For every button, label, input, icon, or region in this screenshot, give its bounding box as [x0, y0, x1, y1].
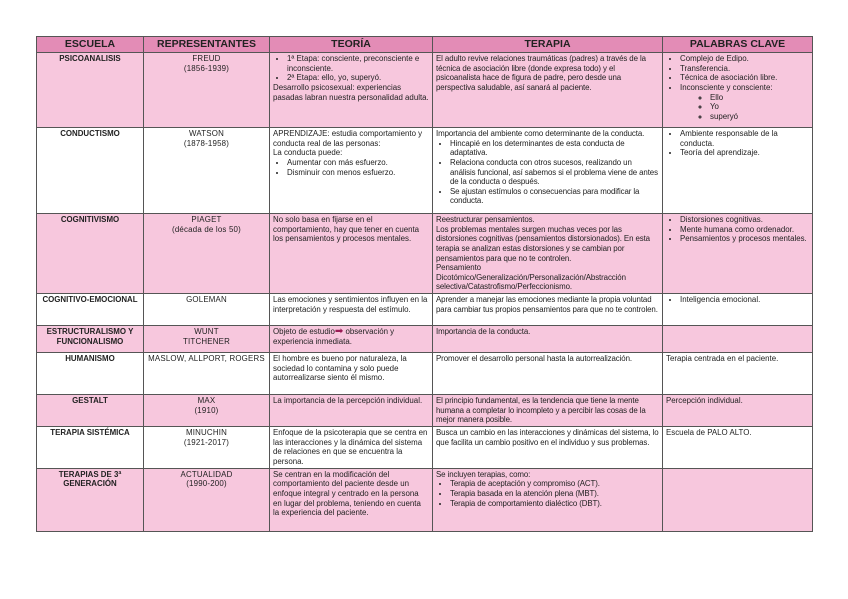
- therapy-cell: [433, 468, 663, 531]
- keyword-text: Inconsciente y consciente:: [680, 82, 773, 92]
- list-item: • Complejo de Edipo.: [680, 54, 809, 64]
- header-escuela: ESCUELA: [37, 37, 144, 53]
- list-item: [680, 83, 809, 122]
- representative-years: (década de los 50): [172, 224, 241, 234]
- theory-cell: [270, 128, 433, 214]
- table-row: [37, 353, 813, 395]
- school-cell: PSICOANALISIS: [37, 53, 144, 128]
- theory-text: Las emociones y sentimientos influyen en la interpretación y respuesta del estímulo.: [273, 295, 428, 314]
- representative-name: MASLOW, ALLPORT, ROGERS: [148, 354, 265, 364]
- therapy-text: Los problemas mentales surgen muchas veces por las distorsiones cognitivas (pensamientos distorsionados). En esta terapia se analizan estas distorsiones y se cambian por pensamientos para que no te controlen.: [436, 224, 650, 263]
- representative-years: (1878-1958): [183, 138, 230, 148]
- table-row: [37, 468, 813, 531]
- theory-cell: [270, 468, 433, 531]
- therapy-text: El principio fundamental, es la tendencia que tiene la mente humana a completar lo incompleto y a percibir las cosas de la mejor manera posible.: [436, 396, 646, 425]
- list-item: • Ambiente responsable de la conducta.: [680, 129, 809, 148]
- keywords-cell: [663, 53, 813, 128]
- theory-text: APRENDIZAJE: estudia comportamiento y conducta real de las personas:: [273, 129, 423, 148]
- therapy-text: El adulto revive relaciones traumáticas (padres) a través de la técnica de asociación libre (donde expresa todo) y el psicoanalista hace de figura de padre, pero desde una perspectiva saludable, así sanará al paciente.: [436, 54, 646, 92]
- theory-list: [273, 54, 429, 83]
- therapy-text: Busca un cambio en las interacciones y dinámicas del sistema, lo que facilita un cambio positivo en el individuo y sus problemas.: [436, 428, 659, 447]
- representative-name: WATSON: [189, 129, 224, 138]
- theory-text: Enfoque de la psicoterapia que se centra en las interacciones y la dinámica del sistema de relaciones en que se encuentra la persona.: [273, 428, 428, 466]
- list-item: • 2ª Etapa: ello, yo, superyó.: [287, 73, 429, 83]
- header-teoria: TEORÍA: [270, 37, 433, 53]
- list-item: • Mente humana como ordenador.: [680, 225, 809, 235]
- theory-cell: [270, 395, 433, 427]
- list-item: • Terapia basada en la atención plena (MBT).: [450, 489, 659, 499]
- list-item: • Técnica de asociación libre.: [680, 73, 809, 83]
- list-item: • Disminuir con menos esfuerzo.: [287, 168, 429, 178]
- representative-cell: [144, 468, 270, 531]
- theory-cell: [270, 294, 433, 326]
- school-cell: ESTRUCTURALISMO Y FUNCIONALISMO: [37, 326, 144, 353]
- keywords-cell: [663, 395, 813, 427]
- keywords-sublist: [680, 93, 809, 122]
- list-item: • Transferencia.: [680, 64, 809, 74]
- keywords-cell: [663, 294, 813, 326]
- keywords-cell: [663, 128, 813, 214]
- list-item: • Terapia de aceptación y compromiso (ACT).: [450, 479, 659, 489]
- theory-text: La importancia de la percepción individual.: [273, 396, 423, 406]
- theory-text: Se centran en la modificación del comportamiento del paciente desde un enfoque integral y centrado en la persona en lugar del problema, teniendo en cuenta la experiencia del paciente.: [273, 469, 421, 518]
- therapy-list: [436, 479, 659, 508]
- header-row: [37, 37, 813, 53]
- therapy-cell: [433, 326, 663, 353]
- header-terapia: TERAPIA: [433, 37, 663, 53]
- keyword-text: Percepción individual.: [666, 396, 743, 406]
- representative-cell: [144, 294, 270, 326]
- list-item: • Teoría del aprendizaje.: [680, 148, 809, 158]
- therapy-text: Importancia de la conducta.: [436, 327, 531, 337]
- therapy-text: Promover el desarrollo personal hasta la autorrealización.: [436, 354, 632, 364]
- representative-cell: [144, 427, 270, 469]
- keywords-list: [666, 215, 809, 244]
- therapy-text: Importancia del ambiente como determinante de la conducta.: [436, 129, 645, 138]
- keywords-cell: [663, 427, 813, 469]
- representative-name: TITCHENER: [183, 336, 230, 346]
- list-item: ◦ Ello: [710, 93, 809, 103]
- therapy-text: Se incluyen terapias, como:: [436, 469, 531, 479]
- list-item: • Distorsiones cognitivas.: [680, 215, 809, 225]
- header-palabras-clave: PALABRAS CLAVE: [663, 37, 813, 53]
- representative-years: (1990-200): [186, 479, 227, 489]
- representative-cell: [144, 53, 270, 128]
- therapy-text: Aprender a manejar las emociones mediante la propia voluntad para cambiar tus propios pensamientos para que no te controlen.: [436, 295, 658, 314]
- theory-cell: [270, 214, 433, 294]
- list-item: • Se ajustan estímulos o consecuencias para modificar la conducta.: [450, 187, 659, 206]
- theory-text: Objeto de estudio: [273, 327, 335, 337]
- table-row: [37, 53, 813, 128]
- keyword-text: Terapia centrada en el paciente.: [666, 354, 779, 364]
- therapy-cell: [433, 427, 663, 469]
- table-row: [37, 326, 813, 353]
- therapy-cell: [433, 353, 663, 395]
- theory-cell: [270, 353, 433, 395]
- keywords-cell: [663, 468, 813, 531]
- theory-text: La conducta puede:: [273, 148, 343, 158]
- representative-name: FREUD: [192, 54, 221, 63]
- representative-cell: [144, 395, 270, 427]
- school-cell: HUMANISMO: [37, 353, 144, 395]
- theory-cell: [270, 427, 433, 469]
- therapy-cell: [433, 214, 663, 294]
- list-item: • Relaciona conducta con otros sucesos, realizando un análisis funcional, así sabemos si el problema viene de antes de la conducta o después.: [450, 158, 659, 187]
- representative-name: MAX: [197, 396, 216, 406]
- theory-text: Desarrollo psicosexual: experiencias pasadas labran nuestra personalidad adulta.: [273, 82, 429, 102]
- representative-name: ACTUALIDAD: [180, 469, 233, 479]
- theory-text: No solo basa en fijarse en el comportamiento, hay que tener en cuenta los pensamientos y procesos mentales.: [273, 215, 420, 244]
- representative-cell: [144, 326, 270, 353]
- keywords-list: [666, 54, 809, 121]
- representative-name: WUNT: [194, 327, 219, 337]
- therapy-list: [436, 139, 659, 206]
- school-cell: TERAPIAS DE 3ª GENERACIÓN: [37, 468, 144, 531]
- representative-cell: [144, 353, 270, 395]
- list-item: • 1ª Etapa: consciente, preconsciente e inconsciente.: [287, 54, 429, 73]
- theory-text: observación y experiencia inmediata.: [273, 327, 395, 346]
- representative-name: GOLEMAN: [186, 295, 227, 305]
- therapy-cell: [433, 53, 663, 128]
- school-cell: COGNITIVISMO: [37, 214, 144, 294]
- representative-cell: [144, 128, 270, 214]
- arrow-right-icon: ➡: [334, 326, 344, 338]
- representative-name: PIAGET: [191, 215, 222, 224]
- keywords-cell: [663, 214, 813, 294]
- table-row: [37, 214, 813, 294]
- school-cell: COGNITIVO-EMOCIONAL: [37, 294, 144, 326]
- table-row: [37, 395, 813, 427]
- list-item: • Pensamientos y procesos mentales.: [680, 234, 809, 244]
- list-item: • Inteligencia emocional.: [680, 295, 809, 305]
- list-item: • Hincapié en los determinantes de esta conducta de adaptativa.: [450, 139, 659, 158]
- list-item: • Aumentar con más esfuerzo.: [287, 158, 429, 168]
- list-item: ◦ Yo: [710, 102, 809, 112]
- theory-cell: [270, 53, 433, 128]
- theory-cell: [270, 326, 433, 353]
- theory-text: El hombre es bueno por naturaleza, la sociedad lo contamina y solo puede autorrealizarse siento él mismo.: [273, 354, 407, 383]
- table-row: [37, 427, 813, 469]
- school-cell: GESTALT: [37, 395, 144, 427]
- therapy-text: Reestructurar pensamientos.: [436, 215, 535, 224]
- representative-years: (1856-1939): [183, 63, 230, 73]
- therapy-cell: [433, 395, 663, 427]
- keywords-cell: [663, 326, 813, 353]
- header-representantes: REPRESENTANTES: [144, 37, 270, 53]
- table-row: [37, 294, 813, 326]
- schools-table: [36, 36, 813, 532]
- theory-list: [273, 158, 429, 177]
- keyword-text: Escuela de PALO ALTO.: [666, 428, 752, 438]
- therapy-cell: [433, 128, 663, 214]
- representative-years: (1921-2017): [183, 437, 230, 447]
- list-item: • Terapia de comportamiento dialéctico (DBT).: [450, 499, 659, 509]
- list-item: ◦ superyó: [710, 112, 809, 122]
- therapy-text: Pensamiento Dicotómico/Generalización/Personalización/Abstracción selectiva/Catastrofismo/Perfeccionismo.: [436, 263, 626, 292]
- representative-years: (1910): [194, 405, 219, 415]
- school-cell: CONDUCTISMO: [37, 128, 144, 214]
- school-cell: TERAPIA SISTÉMICA: [37, 427, 144, 469]
- keywords-list: [666, 295, 809, 305]
- therapy-cell: [433, 294, 663, 326]
- keywords-list: [666, 129, 809, 158]
- keywords-cell: [663, 353, 813, 395]
- representative-name: MINUCHIN: [185, 428, 228, 438]
- table-row: [37, 128, 813, 214]
- representative-cell: [144, 214, 270, 294]
